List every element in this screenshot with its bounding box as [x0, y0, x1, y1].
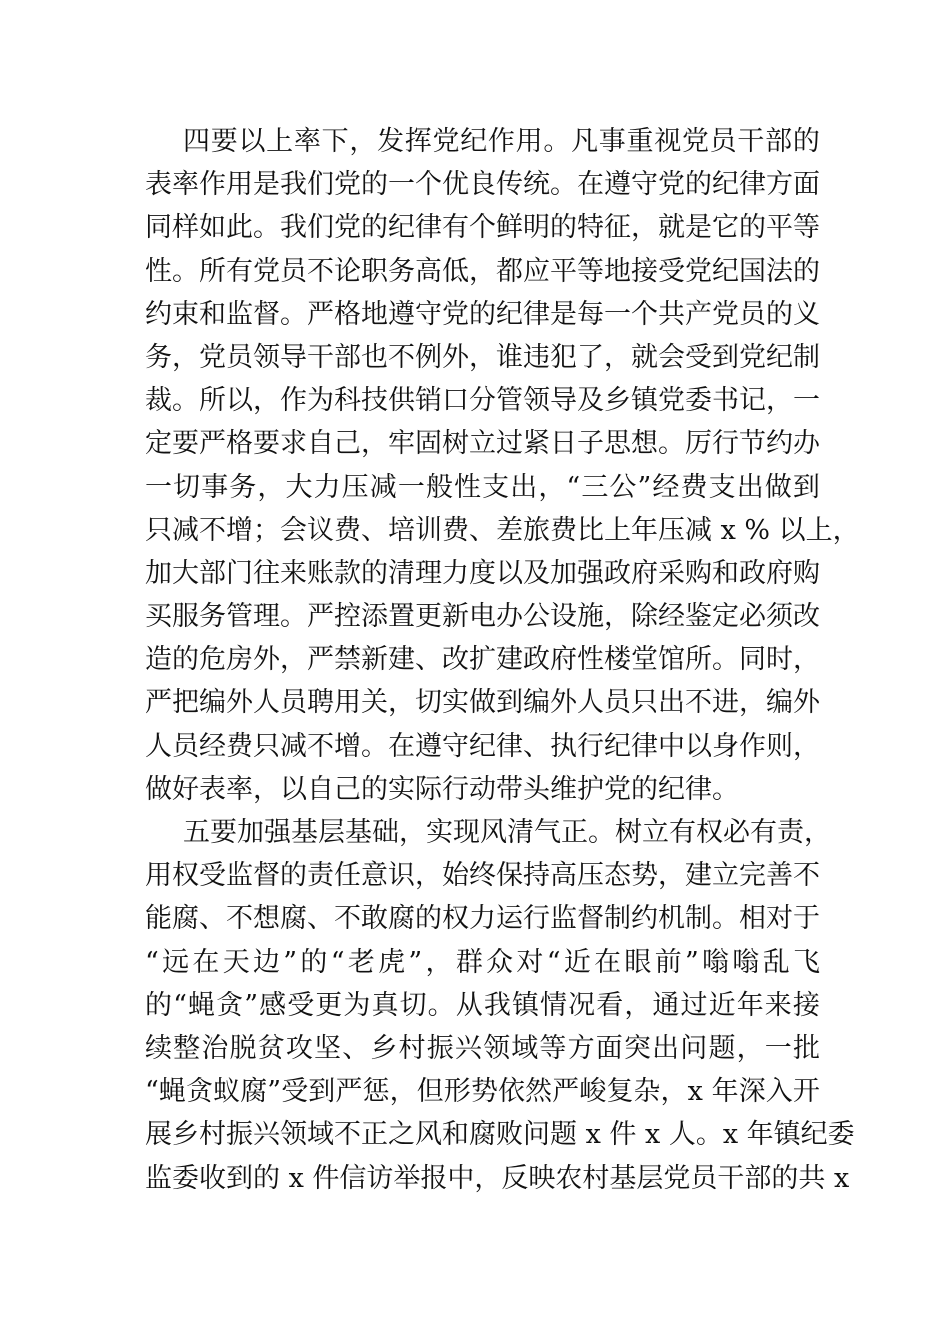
- text-line: 严 把 编 外 人 员 聘 用 关 ， 切 实 做 到 编 外 人 员 只 出 不 进 ， 编 外: [145, 687, 820, 719]
- text-line: 约 束 和 监 督 。 严 格 地 遵 守 党 的 纪 律 是 每 一 个 共 产 党 员 的 义: [145, 298, 820, 330]
- text-line: 展 乡 村 振 兴 领 域 不 正 之 风 和 腐 败 问 题 x 件 x 人 。 x 年 镇 纪 委: [145, 1119, 855, 1151]
- text-line: 裁 。 所 以 ， 作 为 科 技 供 销 口 分 管 领 导 及 乡 镇 党 委 书 记 ， 一: [145, 385, 820, 417]
- text-line: 人 员 经 费 只 减 不 增 。 在 遵 守 纪 律 、 执 行 纪 律 中 以 身 作 则 ，: [145, 730, 820, 762]
- text-line: 的 “ 蝇 贪 ” 感 受 更 为 真 切 。 从 我 镇 情 况 看 ， 通 过 近 年 来 接: [145, 989, 820, 1021]
- text-line: 性 。 所 有 党 员 不 论 职 务 高 低 ， 都 应 平 等 地 接 受 党 纪 国 法 的: [145, 255, 820, 287]
- text-line: 用 权 受 监 督 的 责 任 意 识 ， 始 终 保 持 高 压 态 势 ， 建 立 完 善 不: [145, 860, 820, 892]
- text-line: “ 远 在 天 边 ” 的 “ 老 虎 ” ， 群 众 对 “ 近 在 眼 前 ” 嗡 嗡 乱 飞: [145, 946, 820, 978]
- text-line: 表 率 作 用 是 我 们 党 的 一 个 优 良 传 统 。 在 遵 守 党 的 纪 律 方 面: [145, 169, 820, 201]
- text-line: 能 腐 、 不 想 腐 、 不 敢 腐 的 权 力 运 行 监 督 制 约 机 制 。 相 对 于: [145, 903, 820, 935]
- text-line: 务 ， 党 员 领 导 干 部 也 不 例 外 ， 谁 违 犯 了 ， 就 会 受 到 党 纪 制: [145, 341, 820, 373]
- text-line: 续 整 治 脱 贫 攻 坚 、 乡 村 振 兴 领 域 等 方 面 突 出 问 题 ， 一 批: [145, 1032, 820, 1064]
- text-line: 加 大 部 门 往 来 账 款 的 清 理 力 度 以 及 加 强 政 府 采 购 和 政 府 购: [145, 557, 820, 589]
- text-line: 定 要 严 格 要 求 自 己 ， 牢 固 树 立 过 紧 日 子 思 想 。 厉 行 节 约 办: [145, 428, 820, 460]
- body-text: [145, 120, 860, 1200]
- text-line: 四 要 以 上 率 下 ， 发 挥 党 纪 作 用 。 凡 事 重 视 党 员 干 部 的: [183, 126, 820, 157]
- text-line: “ 蝇 贪 蚁 腐 ” 受 到 严 惩 ， 但 形 势 依 然 严 峻 复 杂 ， x 年 深 入 开: [145, 1076, 820, 1108]
- text-line: 监 委 收 到 的 x 件 信 访 举 报 中 ， 反 映 农 村 基 层 党 员 干 部 的 共 x: [145, 1162, 850, 1194]
- text-line: 只 减 不 增 ； 会 议 费 、 培 训 费 、 差 旅 费 比 上 年 压 减 x % 以 上 ，: [145, 514, 860, 546]
- text-line: 五 要 加 强 基 层 基 础 ， 实 现 风 清 气 正 。 树 立 有 权 必 有 责 ，: [183, 817, 831, 848]
- text-line: 做好表率，以自己的实际行动带头维护党的纪律。: [145, 773, 739, 805]
- text-line: 买 服 务 管 理 。 严 控 添 置 更 新 电 办 公 设 施 ， 除 经 鉴 定 必 须 改: [145, 601, 820, 633]
- text-line: 一 切 事 务 ， 大 力 压 减 一 般 性 支 出 ， “ 三 公 ” 经 费 支 出 做 到: [145, 471, 820, 503]
- text-line: 造 的 危 房 外 ， 严 禁 新 建 、 改 扩 建 政 府 性 楼 堂 馆 所 。 同 时 ，: [145, 644, 820, 676]
- text-line: 同 样 如 此 。 我 们 党 的 纪 律 有 个 鲜 明 的 特 征 ， 就 是 它 的 平 等: [145, 212, 820, 244]
